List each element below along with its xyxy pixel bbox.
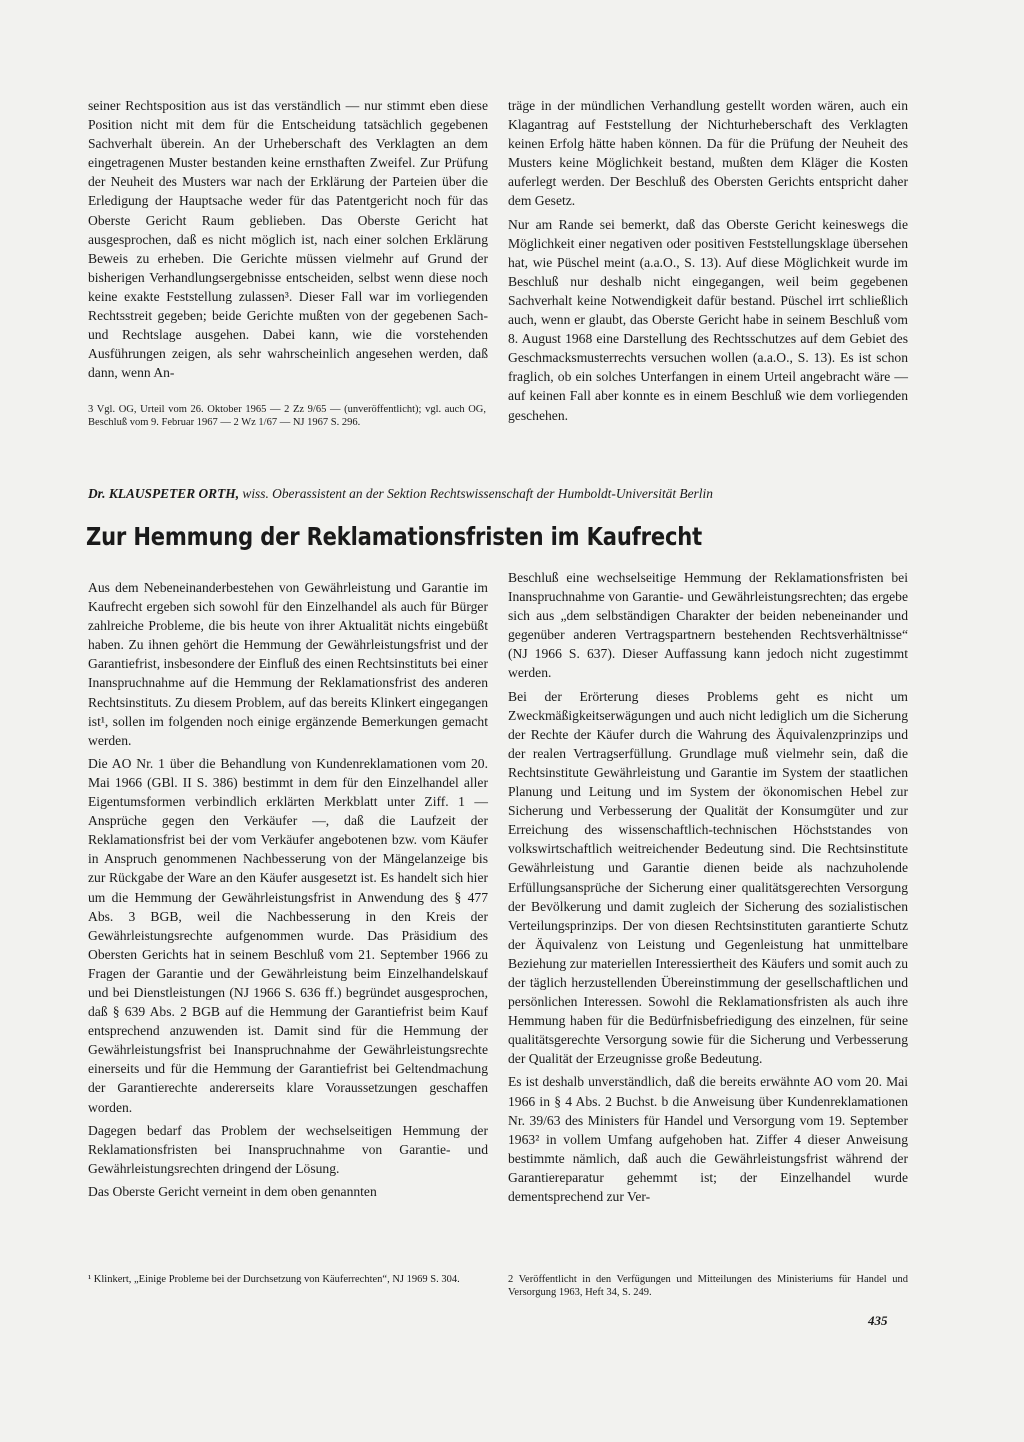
footnote-text: 2 Veröffentlicht in den Verfügungen und Mitteilungen des Ministeriums für Handel und Versorgung 1963, Heft 34, S. 249.	[508, 1274, 908, 1298]
footnote-2	[508, 1273, 908, 1299]
footnote-1	[88, 1273, 486, 1286]
paragraph: Aus dem Nebeneinanderbestehen von Gewährleistung und Garantie im Kaufrecht ergeben sich sowohl für den Einzelhandel als auch für Bürger zahlreiche Probleme, die bis heute von ihrer Aktualität nichts eingebüßt haben. Zu ihnen gehört die Hemmung der Gewährleistungsfrist und der Garantiefrist, insbesondere der Einfluß des einen Rechtsinstituts bei einer Inanspruchnahme auf die Hemmung der Reklamationsfrist des anderen Rechtsinstituts. Zu diesem Problem, auf das bereits Klinkert eingegangen ist¹, sollen im folgenden noch einige ergänzende Bemerkungen gemacht werden.	[88, 580, 488, 748]
page-number: 435	[868, 1313, 888, 1328]
paragraph: träge in der mündlichen Verhandlung gestellt worden wären, auch ein Klagantrag auf Feststellung der Nichturheberschaft des Verklagten keinen Erfolg hätte haben können. Da für die Prüfung der Neuheit des Musters keine Möglichkeit bestand, mußten dem Kläger die Kosten auferlegt werden. Der Beschluß des Obersten Gerichts entspricht daher dem Gesetz.	[508, 98, 908, 209]
paragraph: Die AO Nr. 1 über die Behandlung von Kundenreklamationen vom 20. Mai 1966 (GBl. II S. 386) bestimmt in dem für den Einzelhandel aller Eigentumsformen verbindlich erklärten Merkblatt unter Ziff. 1 — Ansprüche gegen den Verkäufer —, daß die Laufzeit der Reklamationsfrist bei der vom Verkäufer angebotenen bzw. vom Käufer in Anspruch genommenen Nachbesserung von der Mängelanzeige bis zur Rückgabe der Ware an den Käufer ausgesetzt ist. Es handelt sich hier um die Hemmung der Gewährleistungsfrist in Anwendung des § 477 Abs. 3 BGB, weil die Nachbesserung in den Kreis der Gewährleistungsrechte aufgenommen wurde. Das Präsidium des Obersten Gerichts hat in seinem Beschluß vom 21. September 1966 zu Fragen der Garantie und der Gewährleistung beim Einzelhandelskauf und bei Dienstleistungen (NJ 1966 S. 636 ff.) begründet ausgesprochen, daß § 639 Abs. 2 BGB auf die Hemmung der Garantiefrist beim Kauf entsprechend anzuwenden ist. Damit sind für die Hemmung der Gewährleistungsfrist bei Inanspruchnahme der Gewährleistungsrechte einerseits und für die Hemmung der Garantiefrist bei Geltendmachung der Garantierechte andererseits klare Voraussetzungen geschaffen worden.	[88, 755, 488, 1115]
footnote-text: 3 Vgl. OG, Urteil vom 26. Oktober 1965 — 2 Zz 9/65 — (unveröffentlicht); vgl. auch OG, Beschluß vom 9. Februar 1967 — 2 Wz 1/67 — NJ 1967 S. 296.	[88, 404, 486, 428]
paragraph: Beschluß eine wechselseitige Hemmung der Reklamationsfristen bei Inanspruchnahme von Garantie- und Gewährleistungsrechten; das ergebe sich aus „dem selbständigen Charakter der beiden nebeneinander und gegenüber anderen Vertragspartnern bestehenden Rechtsverhältnisse“ (NJ 1966 S. 637). Dieser Auffassung kann jedoch nicht zugestimmt werden.	[508, 570, 908, 681]
article-title: Zur Hemmung der Reklamationsfristen im Kaufrecht	[86, 522, 703, 551]
top-right-column	[508, 96, 908, 425]
bottom-left-column	[88, 578, 488, 1201]
footnote-text: ¹ Klinkert, „Einige Probleme bei der Durchsetzung von Käuferrechten“, NJ 1969 S. 304.	[88, 1274, 460, 1285]
top-left-column	[88, 96, 488, 382]
paragraph: Es ist deshalb unverständlich, daß die bereits erwähnte AO vom 20. Mai 1966 in § 4 Abs. 2 Buchst. b die Anweisung über Kundenreklamationen Nr. 39/63 des Ministers für Handel und Versorgung vom 19. September 1963² in vollem Umfang aufgehoben hat. Ziffer 4 dieser Anweisung bestimmte nämlich, daß auch die Gewährleistungsfrist während der Garantiereparatur gehemmt ist; der Einzelhandel wurde dementsprechend zur Ver-	[508, 1074, 908, 1204]
paragraph: Das Oberste Gericht verneint in dem oben genannten	[88, 1183, 377, 1199]
footnote-3	[88, 403, 486, 429]
author-role: wiss. Oberassistent an der Sektion Rechtswissenschaft der Humboldt-Universität Berlin	[242, 486, 713, 501]
author-name: Dr. KLAUSPETER ORTH,	[88, 486, 240, 501]
paragraph: seiner Rechtsposition aus ist das verständlich — nur stimmt eben diese Position nicht mit dem für die Entscheidung tatsächlich gegebenen Sachverhalt überein. An der Urheberschaft des Verklagten an dem eingetragenen Muster bestanden keine ernsthaften Zweifel. Zur Prüfung der Neuheit des Musters war nach der Erklärung der Parteien über die Erledigung der Hauptsache weder für das Patentgericht noch für das Oberste Gericht Raum geblieben. Das Oberste Gericht hat ausgesprochen, daß es nicht möglich ist, nach einer solchen Erklärung Beweis zu erheben. Die Gerichte müssen vielmehr auf Grund der bisherigen Verhandlungsergebnisse entscheiden, selbst wenn diese noch keine exakte Feststellung zulassen³. Dieser Fall war im vorliegenden Rechtsstreit gegeben; beide Gerichte mußten von der gegebenen Sach- und Rechtslage ausgehen. Dabei kann, wie die vorstehenden Ausführungen zeigen, als sehr wahrscheinlich angesehen werden, daß dann, wenn An-	[88, 98, 488, 381]
paragraph: Nur am Rande sei bemerkt, daß das Oberste Gericht keineswegs die Möglichkeit einer negativen oder positiven Feststellungsklage übersehen hat, wie Püschel meint (a.a.O., S. 13). Auf diese Möglichkeit wurde im Beschluß nur deshalb nicht eingegangen, weil beim gegebenen Sachverhalt keine Notwendigkeit dafür bestand. Püschel irrt schließlich auch, wenn er glaubt, das Oberste Gericht habe in seinem Beschluß vom 8. August 1968 eine Darstellung des Rechtsschutzes auf dem Gebiet des Geschmacksmusterrechts versuchen wollen (a.a.O., S. 13). Es ist schon fraglich, ob ein solches Unterfangen in einem Urteil angebracht wäre — auf keinen Fall aber konnte es in einem Beschluß wie dem vorliegenden geschehen.	[508, 216, 908, 423]
paragraph: Dagegen bedarf das Problem der wechselseitigen Hemmung der Reklamationsfristen bei Inanspruchnahme von Garantie- und Gewährleistungsrechten dringend der Lösung.	[88, 1122, 488, 1176]
bottom-right-column	[508, 568, 908, 1206]
paragraph: Bei der Erörterung dieses Problems geht es nicht um Zweckmäßigkeitserwägungen und auch nicht lediglich um die Sicherung der Rechte der Käufer durch die Wahrung des Äquivalenzprinzips und der realen Vertragserfüllung. Grundlage muß vielmehr sein, daß die Rechtsinstitute Gewährleistung und Garantie im System der staatlichen Planung und Leitung und im System der ökonomischen Hebel zur Sicherung und Verbesserung der Qualität der Konsumgüter und zur Erreichung des wissenschaftlich-technischen Höchststandes von volkswirtschaftlich weitreichender Bedeutung sind. Die Rechtsinstitute Gewährleistung und Garantie dienen beide als nachzuholende Erfüllungsansprüche der Sicherung einer qualitätsgerechten Versorgung der Bevölkerung und damit zugleich der Sicherung des sozialistischen Verteilungsprinzips. Der von diesen Rechtsinstituten garantierte Schutz der Äquivalenz von Leistung und Gegenleistung hat unmittelbare Beziehung zur materiellen Interessiertheit des Käufers und somit auch zu der täglich herzustellenden Übereinstimmung der gesellschaftlichen und persönlichen Interessen. Sowohl die Reklamationsfristen als auch ihre Hemmung haben für die Bedürfnisbefriedigung des einzelnen, für seine qualitätsgerechte Versorgung sowie für die Sicherung und Verbesserung der Qualität der Erzeugnisse große Bedeutung.	[508, 688, 908, 1067]
author-line	[88, 486, 908, 502]
